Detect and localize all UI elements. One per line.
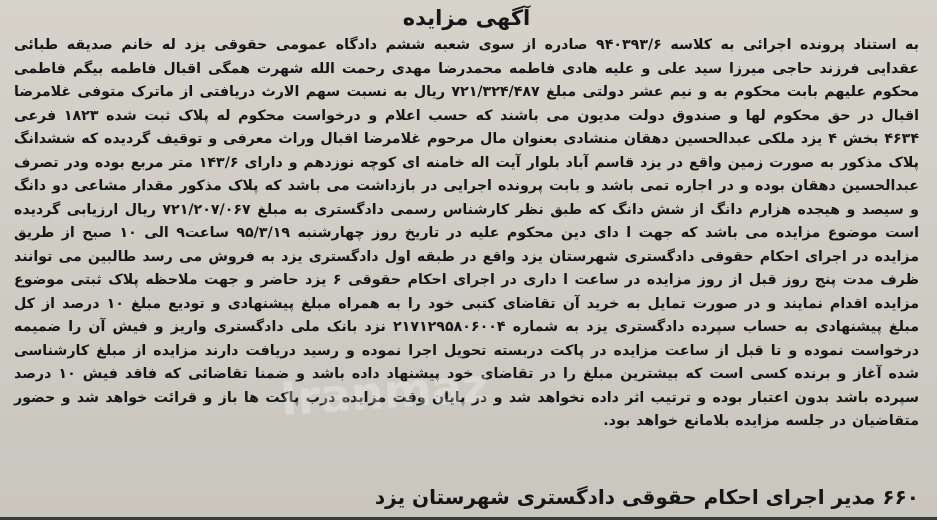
notice-title: آگهی مزایده xyxy=(402,6,531,30)
watermark: Iranmaz xyxy=(278,357,491,427)
notice-body: به استناد پرونده اجرائی به کلاسه ۹۴۰۳۹۳/۶ صادره از سوی شعبه ششم دادگاه عمومی حقوقی یزد له خانم صدیقه طبائی عقدایی فرزند حاجی میرزا سید علی و علیه هادی فاطمه محمدرضا مهدی رحمت الله شهرت همگی اقبال فاطمه بیگم فاطمی محکوم علیهم بابت محکوم به و نیم عشر دولتی مبلغ ۷۲۱/۳۲۴/۴۸۷ ریال به نسبت سهم الارث دریافتی از ماترک متوفی غلامرضا اقبال در حق محکوم لها و صندوق دولت مدیون می باشند که حسب اعلام و درخواست محکوم له پلاک ثبت شده ۱۸۲۳ فرعی ۴۶۳۴ بخش ۴ یزد ملکی عبدالحسین دهقان منشادی بعنوان مال مرحوم غلامرضا اقبال وراث معرفی و توقیف گردیده که ششدانگ پلاک مذکور به صورت زمین واقع در یزد قاسم آباد بلوار آیت اله خامنه ای کوچه نوزدهم و دارای ۱۴۳/۶ متر مربع بوده ودر تصرف عبدالحسین دهقان بوده و در اجاره تمی باشد و بابت پرونده اجرایی در بازداشت می باشد که پلاک مذکور مقدار مشاعی دو دانگ و سیصد و هیجده هزارم دانگ از شش دانگ که طبق نظر کارشناس رسمی دادگستری به مبلغ ۷۲۱/۲۰۷/۰۶۷ ریال ارزیابی گردیده است موضوع مزایده می باشد که جهت ا دای دین محکوم علیه در تاریخ روز چهارشنبه ۹۵/۳/۱۹ ساعت۹ الی ۱۰ صبح از طریق مزایده در اجرای احکام حقوقی دادگستری شهرستان یزد واقع در طبقه اول دادگستری یزد به فروش می رسد طالبین می توانند ظرف مدت پنج روز قبل از روز مزایده در ساعت ا داری در اجرای احکام حقوقی ۶ یزد حاضر و جهت ملاحظه پلاک ثبتی موضوع مزایده اقدام نمایند و در صورت تمایل به خرید آن تقاضای کتبی خود را به همراه مبلغ پیشنهادی و توديع مبلغ ۱۰ درصد از کل مبلغ پیشنهادی به حساب سپرده دادگستری یزد به شماره ۲۱۷۱۲۹۵۸۰۶۰۰۴ نزد بانک ملی دادگستری واریز و فیش آن را ضمیمه درخواست نموده و تا قبل از ساعت مزایده در پاکت دربسته تحویل اجرا نموده و رسید دریافت دارند مزایده از مبلغ کارشناسی شده آغاز و برنده کسی است که بیشترین مبلغ را در تقاضای خود پیشنهاد داده باشد و ضمنا تقاضائی که فاقد فیش ۱۰ درصد سپرده باشد بدون اعتبار بوده و ترتیب اثر داده نخواهد شد و در پایان وقت مزایده درب پاکت ها باز و قرائت خواهد شد و حضور متقاضیان در جلسه مزایده بلامانع خواهد بود. xyxy=(14,37,920,429)
notice-signature: ۶۶۰ مدیر اجرای احکام حقوقی دادگستری شهرستان یزد xyxy=(374,485,919,509)
